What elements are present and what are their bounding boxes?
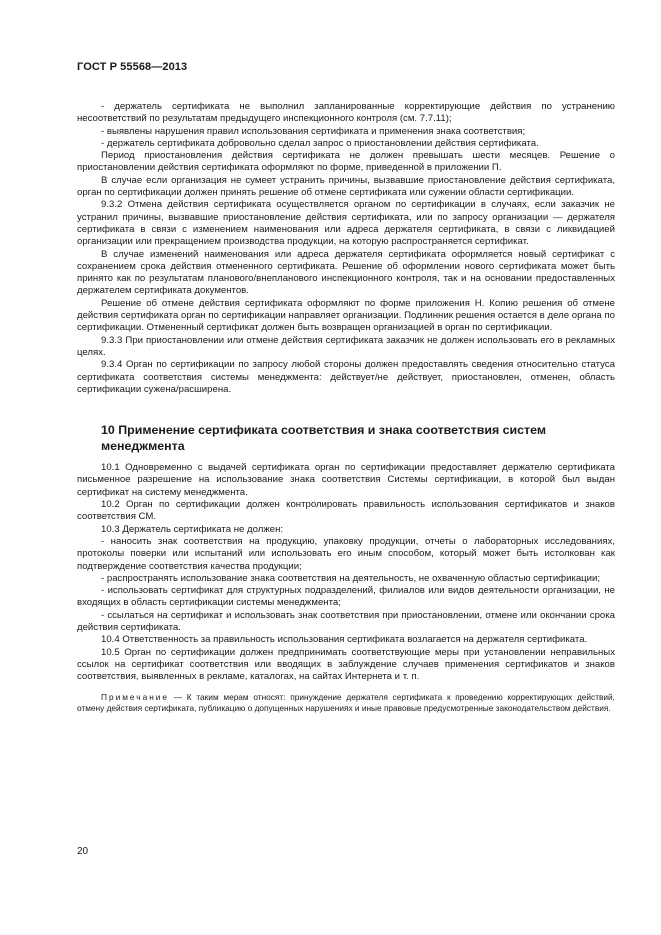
section-title: 10 Применение сертификата соответствия и знака соответствия систем менеджмента	[101, 423, 546, 453]
note-text: — К таким мерам относят: принуждение держателя сертификата к проведению корректирующих действий, отмену действия сертификата, публикацию о допущенных нарушениях и иные правовые предусмотренные законодательством действия.	[77, 692, 615, 714]
paragraph-10-5: 10.5 Орган по сертификации должен предпринимать соответствующие меры при установлении неправильных ссылок на сертификат соответствия или вводящих в заблуждение случаев применения сертификатов и знаков соответствия, выявленных в рекламе, каталогах, на сайтах Интернета и т. п.	[77, 646, 615, 683]
paragraph-10-1: 10.1 Одновременно с выдачей сертификата орган по сертификации предоставляет держателю сертификата письменное разрешение на использование знака соответствия Системы сертификации, в которой был выдан сертификат на систему менеджмента.	[77, 462, 615, 498]
document-body	[77, 101, 615, 714]
paragraph-bullet-corrective-actions: - держатель сертификата не выполнил запланированные корректирующие действия по устранению несоответствий по результатам предыдущего инспекционного контроля (см. 7.7.11);	[77, 101, 615, 125]
paragraph-9-3-3: 9.3.3 При приостановлении или отмене действия сертификата заказчик не должен использовать его в рекламных целях.	[77, 334, 615, 358]
paragraph-10-4: 10.4 Ответственность за правильность использования сертификата возлагается на держателя сертификата.	[101, 634, 588, 646]
paragraph-bullet-voluntary-request: - держатель сертификата добровольно сделал запрос о приостановлении действия сертификата.	[101, 137, 539, 149]
note-label: Примечание	[101, 692, 170, 703]
paragraph-cancellation-decision: Решение об отмене действия сертификата оформляют по форме приложения Н. Копию решения об отмене действия сертификата орган по сертификации направляет организации. Подлинник решения остается в деле органа по сертификации. Отмененный сертификат должен быть возвращен организацией в орган по сертификации.	[77, 297, 615, 334]
paragraph-10-2: 10.2 Орган по сертификации должен контролировать правильность использования сертификатов и знаков соответствия СМ.	[77, 499, 615, 523]
paragraph-9-3-4: 9.3.4 Орган по сертификации по запросу любой стороны должен предоставлять сведения относительно статуса сертификата соответствия системы менеджмента: действует/не действует, приостановлен, отменен, область сертификации сужена/расширена.	[77, 359, 615, 395]
paragraph-bullet-suspended-reference: - ссылаться на сертификат и использовать знак соответствия при приостановлении, отмене или окончании срока действия сертификата.	[77, 609, 615, 633]
paragraph-9-3-2: 9.3.2 Отмена действия сертификата осуществляется органом по сертификации в случаях, если заказчик не устранил причины, вызвавшие приостановление действия сертификата, или по запросу организации — держателя сертификата в связи с изменением наименования или адреса держателя сертификата, в связи с ликвидацией организации или прекращением производства продукции, на которую распространяется сертификат.	[77, 199, 615, 248]
paragraph-bullet-mark-scope: - распространять использование знака соответствия на деятельность, не охваченную областью сертификации;	[101, 572, 601, 584]
paragraph-bullet-mark-on-products: - наносить знак соответствия на продукцию, упаковку продукции, отчеты о лабораторных исследованиях, протоколы поверки или испытаний или использовать его иным способом, который может быть истолкован как подтверждение соответствия качества продукции;	[77, 535, 615, 572]
document-header: ГОСТ Р 55568—2013	[77, 61, 188, 73]
paragraph-bullet-violations: - выявлены нарушения правил использования сертификата и применения знака соответствия;	[101, 125, 526, 137]
note	[77, 692, 615, 714]
paragraph-10-3: 10.3 Держатель сертификата не должен:	[101, 523, 284, 535]
page-number: 20	[77, 846, 89, 857]
paragraph-suspension-period: Период приостановления действия сертификата не должен превышать шести месяцев. Решение о приостановлении действия сертификата оформляют по форме, приведенной в приложении П.	[77, 150, 615, 174]
paragraph-name-change: В случае изменений наименования или адреса держателя сертификата оформляется новый сертификат с сохранением срока действия отмененного сертификата. Решение об оформлении нового сертификата может быть принято как по результатам планового/внепланового инспекционного контроля, так и на основании предоставленных держателем сертификата документов.	[77, 248, 615, 297]
paragraph-failure-to-fix: В случае если организация не сумеет устранить причины, вызвавшие приостановление действия сертификата, орган по сертификации должен принять решение об отмене сертификата или сужении области сертификации.	[77, 174, 615, 199]
paragraph-bullet-branches: - использовать сертификат для структурных подразделений, филиалов или видов деятельности организации, не входящих в область сертификации системы менеджмента;	[77, 585, 615, 609]
